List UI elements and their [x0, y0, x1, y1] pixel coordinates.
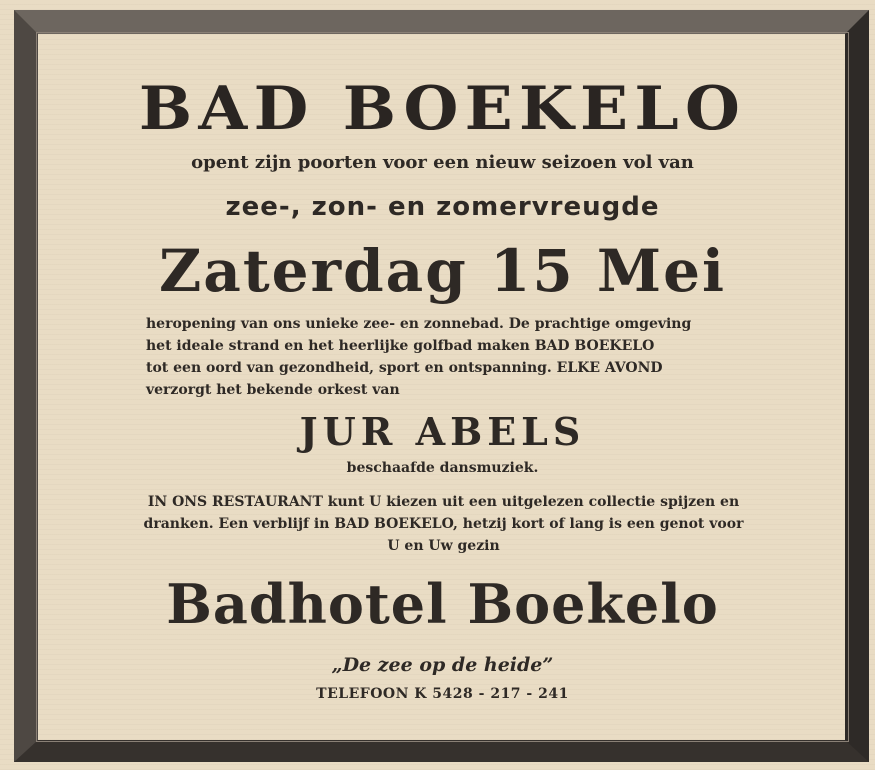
phone-number: TELEFOON K 5428 - 217 - 241	[316, 686, 569, 702]
hotel-motto: „De zee op de heide”	[331, 654, 554, 676]
restaurant-text	[106, 491, 781, 557]
restaurant-line: IN ONS RESTAURANT kunt U kiezen uit een uitgelezen collectie spijzen en	[147, 494, 740, 510]
body-line: het ideale strand en het heerlijke golfbad maken BAD BOEKELO	[146, 338, 655, 354]
body-line: tot een oord van gezondheid, sport en ontspanning. ELKE AVOND	[146, 360, 663, 376]
body-line: heropening van ons unieke zee- en zonnebad. De prachtige omgeving	[146, 316, 692, 332]
ad-body-text	[146, 313, 746, 401]
advertisement	[38, 34, 847, 740]
body-line: verzorgt het bekende orkest van	[146, 382, 400, 398]
restaurant-line: U en Uw gezin	[387, 538, 500, 554]
opening-date: Zaterdag 15 Mei	[158, 237, 727, 305]
ad-subtitle: opent zijn poorten voor een nieuw seizoen vol van	[191, 152, 694, 173]
band-subtitle: beschaafde dansmuziek.	[346, 460, 539, 476]
ad-slogan: zee-, zon- en zomervreugde	[225, 192, 660, 222]
band-name: JUR ABELS	[299, 409, 586, 454]
ad-title: BAD BOEKELO	[138, 74, 747, 144]
hotel-name: Badhotel Boekelo	[166, 572, 719, 636]
restaurant-line: dranken. Een verblijf in BAD BOEKELO, hetzij kort of lang is een genot voor	[143, 516, 744, 532]
